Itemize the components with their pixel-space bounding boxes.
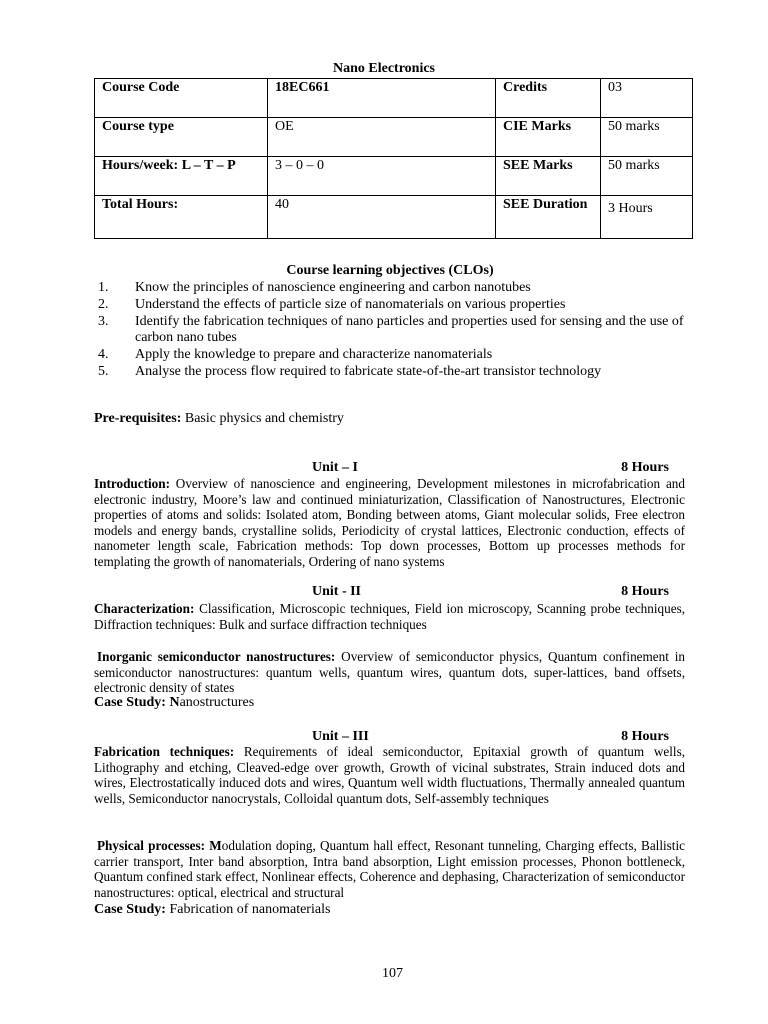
unit-2-case-study <box>94 695 254 711</box>
unit-hours: 8 Hours <box>621 460 669 475</box>
section-label: Fabrication techniques: <box>94 744 235 759</box>
unit-3-physical-processes <box>94 838 685 900</box>
table-cell: SEE Marks <box>496 157 601 196</box>
item-text: Know the principles of nanoscience engineering and carbon nanotubes <box>135 280 531 295</box>
item-text: Identify the fabrication techniques of nano particles and properties used for sensing and the use of carbon nano tubes <box>135 313 684 346</box>
item-text: Analyse the process flow required to fabricate state-of-the-art transistor technology <box>135 363 602 379</box>
list-item <box>98 297 688 314</box>
table-cell: Course Code <box>95 79 268 118</box>
section-label: Introduction: <box>94 476 170 491</box>
unit-3-fabrication <box>94 744 685 806</box>
table-row <box>95 118 693 157</box>
section-text: odulation doping, Quantum hall effect, Resonant tunneling, Charging effects, Ballistic carrier transport, Inter band absorption, Intra band absorption, Light emission processes, Phonon bottleneck, Quantum confined stark effect, Nonlinear effects, Coherence and dephasing, Characterization of semiconductor nanostructures: optical, electrical and structural <box>94 838 685 900</box>
item-number: 4. <box>98 347 109 363</box>
unit-3-case-study <box>94 902 330 918</box>
unit-title: Unit – III <box>312 729 369 744</box>
unit-2-heading <box>94 584 669 601</box>
table-cell: OE <box>268 118 496 157</box>
table-cell: 03 <box>601 79 693 118</box>
item-text: Apply the knowledge to prepare and characterize nanomaterials <box>135 347 493 363</box>
page-number: 107 <box>382 966 403 981</box>
table-row <box>95 196 693 239</box>
item-number: 1. <box>98 280 109 295</box>
table-row <box>95 157 693 196</box>
list-item <box>98 314 688 348</box>
list-item <box>98 347 688 364</box>
list-item <box>98 364 688 381</box>
unit-1-introduction <box>94 476 685 570</box>
prerequisites-label: Pre-requisites: <box>94 411 182 426</box>
table-cell: 50 marks <box>601 118 693 157</box>
table-cell: Hours/week: L – T – P <box>95 157 268 196</box>
table-cell: 50 marks <box>601 157 693 196</box>
section-label: Physical processes: M <box>97 838 222 853</box>
table-row <box>95 79 693 118</box>
table-cell: 3 Hours <box>601 196 693 239</box>
unit-1-heading <box>94 460 669 477</box>
table-cell: Credits <box>496 79 601 118</box>
unit-2-characterization <box>94 601 685 632</box>
unit-hours: 8 Hours <box>621 584 669 599</box>
case-text: anostructures <box>179 695 255 710</box>
case-text: Fabrication of nanomaterials <box>165 902 331 917</box>
table-cell: Course type <box>95 118 268 157</box>
case-label: Case Study: N <box>94 695 180 710</box>
table-cell: CIE Marks <box>496 118 601 157</box>
section-text: Classification, Microscopic techniques, Field ion microscopy, Scanning probe techniques, Diffraction techniques: Bulk and surface diffraction techniques <box>94 601 685 632</box>
unit-2-inorganic <box>94 649 685 696</box>
unit-title: Unit - II <box>312 584 362 599</box>
course-title: Nano Electronics <box>332 61 435 76</box>
item-number: 3. <box>98 313 109 329</box>
prerequisites <box>94 411 344 427</box>
clo-heading: Course learning objectives (CLOs) <box>286 263 494 278</box>
list-item <box>98 280 688 297</box>
section-text: Requirements of ideal semiconductor, Epitaxial growth of quantum wells, Lithography and etching, Cleaved-edge over growth, Growth of vicinal substrates, Strain induced dots and wires, Electrostatically induced dots and wires, Quantum well width fluctuations, Thermally annealed quantum wells, Semiconductor nanocrystals, Colloidal quantum dots, Self-assembly techniques <box>94 744 685 806</box>
table-cell: 3 – 0 – 0 <box>268 157 496 196</box>
section-text: Overview of semiconductor physics, Quantum confinement in semiconductor nanostructures: quantum wells, quantum wires, quantum dots, super-lattices, band offsets, electronic density of states <box>94 649 685 696</box>
item-number: 2. <box>98 296 109 312</box>
section-text: Overview of nanoscience and engineering, Development milestones in microfabrication and electronic industry, Moore’s law and continued miniaturization, Classification of Nanostructures, Electronic properties of atoms and solids: Isolated atom, Bonding between atoms, Giant molecular solids, Free electron models and energy bands, crystalline solids, Periodicity of crystal lattices, Electronic conduction, effects of nanometer length scale, Fabrication methods: Top down processes, Bottom up processes methods for templating the growth of nanomaterials, Ordering of nano systems <box>94 476 685 569</box>
item-number: 5. <box>98 363 109 379</box>
item-text: Understand the effects of particle size of nanomaterials on various properties <box>135 296 566 312</box>
section-label: Inorganic semiconductor nanostructures: <box>97 649 336 664</box>
table-cell: SEE Duration <box>496 196 601 239</box>
table-cell: Total Hours: <box>95 196 268 239</box>
unit-hours: 8 Hours <box>621 729 669 744</box>
clo-list <box>98 280 688 381</box>
case-label: Case Study: <box>94 902 166 917</box>
course-info-table <box>94 78 693 239</box>
table-cell: 40 <box>268 196 496 239</box>
unit-title: Unit – I <box>312 460 358 475</box>
section-label: Characterization: <box>94 601 195 616</box>
prerequisites-text: Basic physics and chemistry <box>181 411 344 426</box>
table-cell: 18EC661 <box>268 79 496 118</box>
